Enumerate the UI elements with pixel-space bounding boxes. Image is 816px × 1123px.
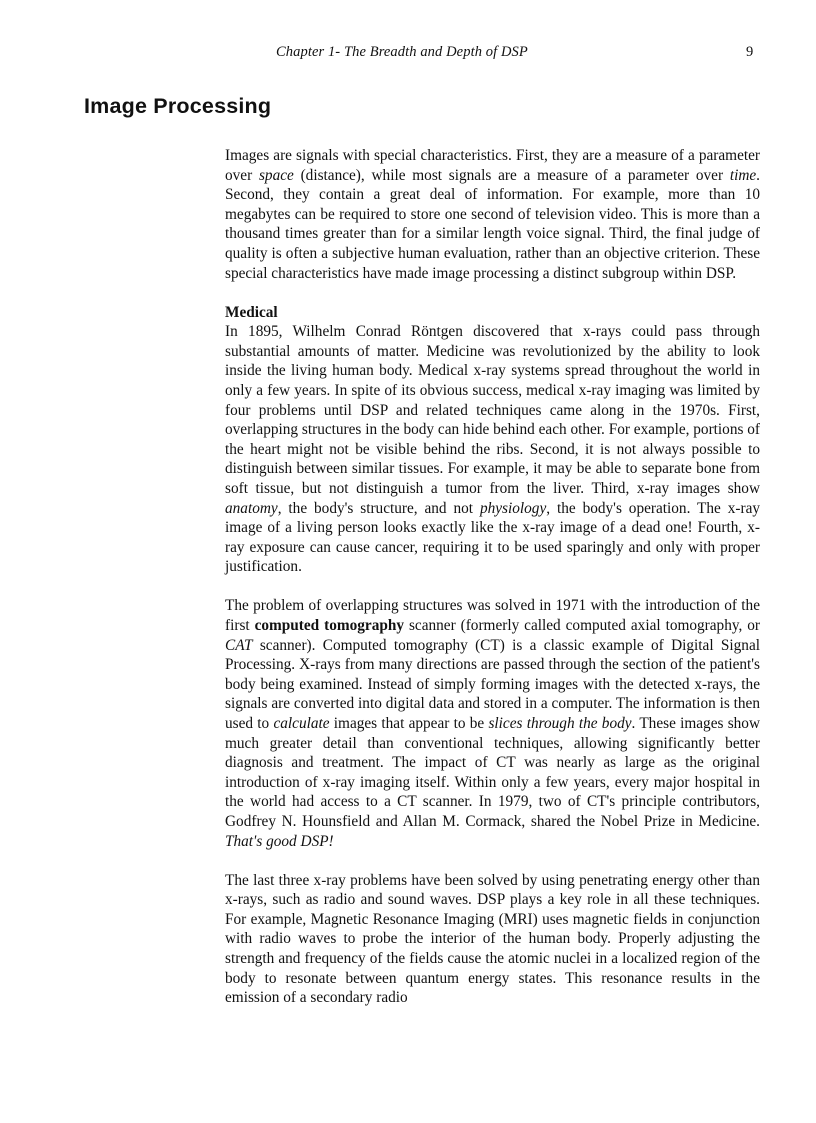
ct-emphasis-calculate: calculate: [273, 715, 330, 733]
mri-text-1: The last three x-ray problems have been solved by using penetrating energy other than x-rays, such as radio and sound waves. DSP plays a key role in all these techniques. For example, Magnetic Resonance Imaging (MRI) uses magnetic fields in conjunction with radio waves to probe the interior of the human body. Properly adjusting the strength and frequency of the fields cause the atomic nuclei in a localized region of the body to resonate between quantum energy states. This resonance results in the emission of a secondary radio: [225, 871, 760, 1007]
medical-emphasis-physiology: physiology: [479, 499, 547, 517]
ct-emphasis-good-dsp: That's good DSP!: [225, 832, 334, 850]
intro-emphasis-space: space: [258, 166, 294, 184]
ct-text-2: scanner (formerly called computed axial tomography, or: [404, 617, 761, 635]
body-column: [225, 146, 760, 1027]
ct-text-5: . These images show much greater detail than conventional techniques, allowing significantly better diagnosis and treatment. The impact of CT was nearly as large as the original introduction of x-ray imaging itself. Within only a few years, every major hospital in the world had access to a CT scanner. In 1979, two of CT's principle contributors, Godfrey N. Hounsfield and Allan M. Cormack, shared the Nobel Prize in Medicine.: [225, 715, 761, 830]
intro-paragraph: [225, 146, 760, 283]
ct-emphasis-slices: slices through the body: [488, 715, 632, 733]
ct-text-1: The problem of overlapping structures was solved in 1971 with the introduction of the first: [225, 597, 760, 635]
page-number: 9: [746, 44, 754, 60]
ct-term-computed-tomography: computed tomography: [254, 617, 405, 635]
intro-text-1: Images are signals with special characteristics. First, they are a measure of a parameter over: [225, 147, 760, 184]
intro-emphasis-time: time: [729, 166, 757, 184]
medical-subheading: Medical: [225, 303, 278, 321]
ct-text-3: scanner). Computed tomography (CT) is a classic example of Digital Signal Processing. X-rays from many directions are passed through the section of the patient's body being examined. Instead of simply forming images with the detected x-rays, the signals are converted into digital data and stored in a computer. The information is then used to: [225, 636, 760, 733]
section-heading: Image Processing: [84, 94, 272, 118]
ct-paragraph: [225, 596, 760, 851]
intro-text-2: (distance), while most signals are a measure of a parameter over: [293, 166, 730, 184]
medical-emphasis-anatomy: anatomy: [225, 499, 278, 517]
medical-text-3: , the body's operation. The x-ray image of a living person looks exactly like the x-ray image of a dead one! Fourth, x-ray exposure can cause cancer, requiring it to be used sparingly and only with proper justification.: [225, 499, 761, 576]
intro-text-3: . Second, they contain a great deal of information. For example, more than 10 megabytes can be required to store one second of television video. This is more than a thousand times greater than for a similar length voice signal. Third, the final judge of quality is often a subjective human evaluation, rather than an objective criterion. These special characteristics have made image processing a distinct subgroup within DSP.: [225, 166, 760, 282]
medical-paragraph: [225, 322, 760, 577]
mri-paragraph: [225, 871, 760, 1008]
ct-text-4: images that appear to be: [329, 715, 489, 733]
running-head-title: Chapter 1- The Breadth and Depth of DSP: [276, 44, 528, 60]
medical-text-2: , the body's structure, and not: [277, 499, 480, 517]
medical-text-1: In 1895, Wilhelm Conrad Röntgen discovered that x-rays could pass through substantial amounts of matter. Medicine was revolutionized by the ability to look inside the living human body. Medical x-ray systems spread throughout the world in only a few years. In spite of its obvious success, medical x-ray imaging was limited by four problems until DSP and related techniques came along in the 1970s. First, overlapping structures in the body can hide behind each other. For example, portions of the heart might not be visible behind the ribs. Second, it is not always possible to distinguish between similar tissues. For example, it may be able to separate bone from soft tissue, but not distinguish a tumor from the liver. Third, x-ray images show: [225, 323, 760, 497]
ct-emphasis-cat: CAT: [225, 636, 253, 654]
